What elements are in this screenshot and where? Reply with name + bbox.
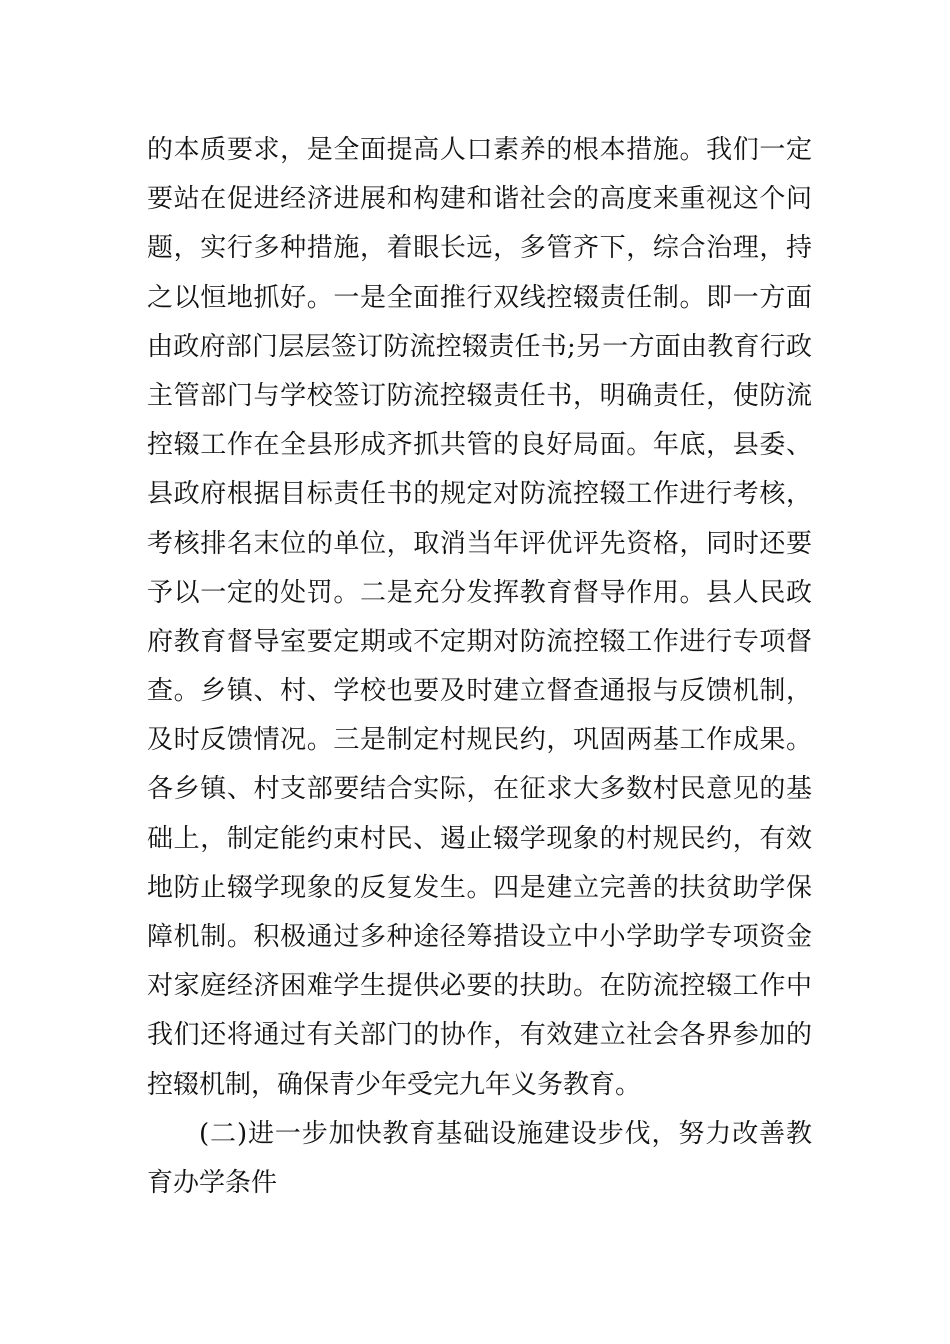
paragraph-end-line: 控辍机制，确保青少年受完九年义务教育。 [147, 1069, 642, 1100]
text-line: 题，实行多种措施，着眼长远，多管齐下，综合治理，持 [147, 233, 812, 264]
section-heading-end-line: 育办学条件 [147, 1167, 278, 1198]
text-line: 考核排名末位的单位，取消当年评优评先资格，同时还要 [147, 528, 812, 559]
text-line: 查。乡镇、村、学校也要及时建立督查通报与反馈机制， [147, 676, 812, 707]
text-line: 对家庭经济困难学生提供必要的扶助。在防流控辍工作中 [147, 971, 812, 1002]
text-line: 控辍工作在全县形成齐抓共管的良好局面。年底，县委、 [147, 430, 812, 461]
text-line: 我们还将通过有关部门的协作，有效建立社会各界参加的 [147, 1020, 812, 1051]
body-text [147, 126, 812, 1208]
text-line: 各乡镇、村支部要结合实际，在征求大多数村民意见的基 [147, 774, 812, 805]
text-line: 的本质要求，是全面提高人口素养的根本措施。我们一定 [147, 135, 812, 165]
text-line: 由政府部门层层签订防流控辍责任书;另一方面由教育行政 [147, 331, 812, 362]
text-line: 县政府根据目标责任书的规定对防流控辍工作进行考核， [147, 479, 812, 510]
text-line: 府教育督导室要定期或不定期对防流控辍工作进行专项督 [147, 626, 812, 657]
text-line: 地防止辍学现象的反复发生。四是建立完善的扶贫助学保 [147, 872, 812, 903]
text-line: 及时反馈情况。三是制定村规民约，巩固两基工作成果。 [147, 725, 812, 756]
section-heading-line: (二)进一步加快教育基础设施建设步伐，努力改善教 [199, 1118, 812, 1149]
text-line: 础上，制定能约束村民、遏止辍学现象的村规民约，有效 [147, 823, 812, 854]
text-line: 主管部门与学校签订防流控辍责任书，明确责任，使防流 [147, 380, 812, 411]
text-line: 要站在促进经济进展和构建和谐社会的高度来重视这个问 [147, 184, 812, 215]
text-line: 之以恒地抓好。一是全面推行双线控辍责任制。即一方面 [147, 282, 812, 313]
text-line: 障机制。积极通过多种途径筹措设立中小学助学专项资金 [147, 922, 812, 952]
text-line: 予以一定的处罚。二是充分发挥教育督导作用。县人民政 [147, 577, 812, 608]
